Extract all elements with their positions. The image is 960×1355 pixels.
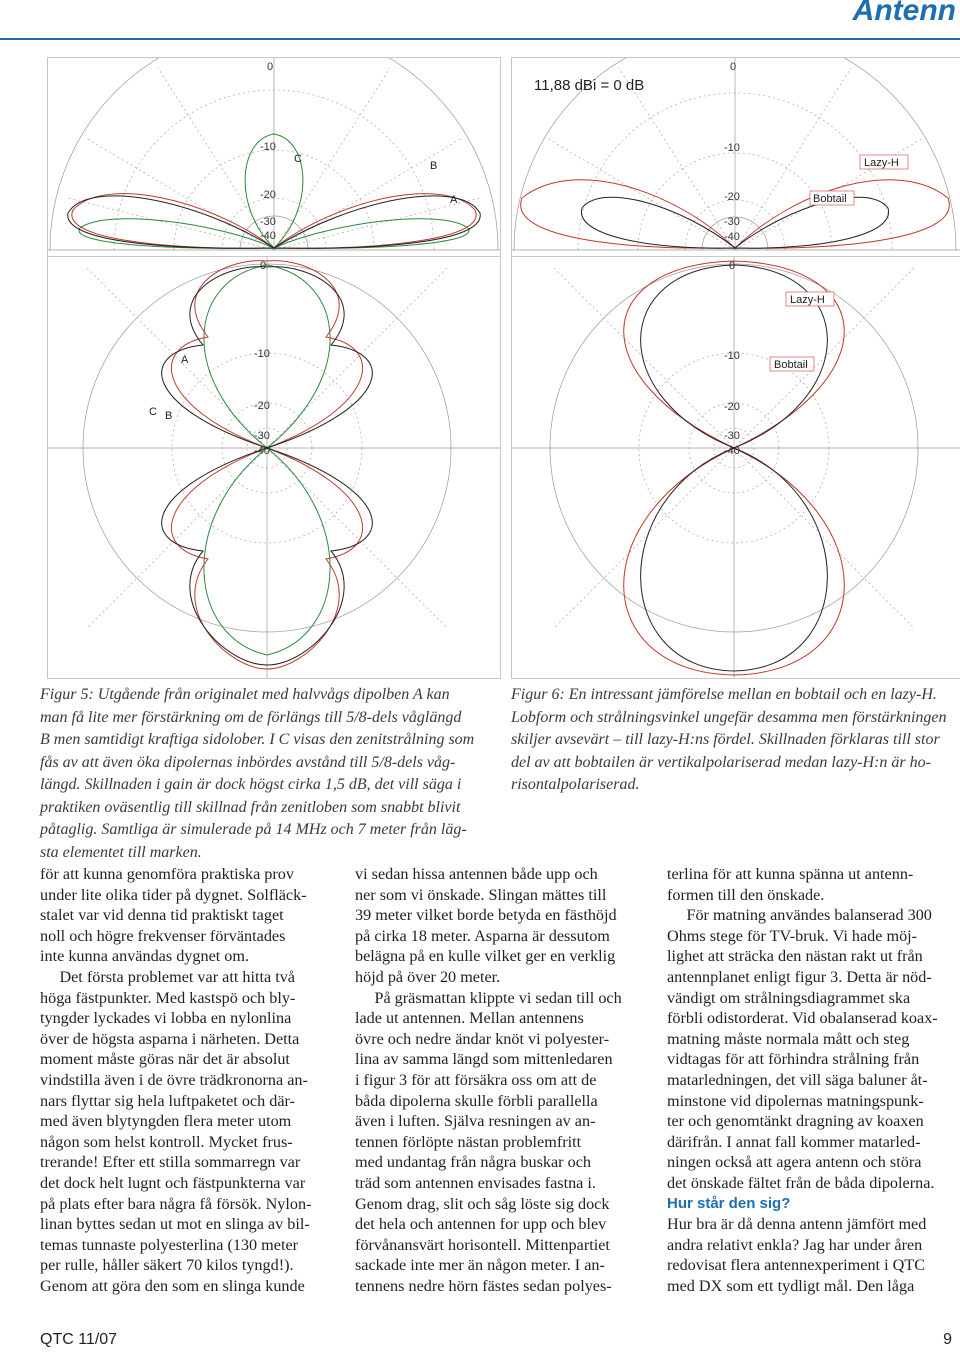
tick-minus-30: -30 bbox=[254, 430, 270, 442]
tick-minus-20: -20 bbox=[260, 189, 276, 201]
text-line: moment måste göras när det är absolut bbox=[40, 1050, 290, 1069]
text-line: på plats efter bara några få försök. Nylon- bbox=[40, 1194, 312, 1213]
text-line: sackade inte mer än någon meter. I an- bbox=[355, 1256, 605, 1275]
tick-minus-40: -40 bbox=[260, 230, 276, 242]
tick-0: 0 bbox=[260, 260, 267, 272]
tick-minus-10: -10 bbox=[724, 350, 740, 362]
label-c: C bbox=[294, 153, 302, 165]
tick-minus-30: -30 bbox=[260, 216, 276, 228]
page-number: 9 bbox=[943, 1331, 952, 1348]
caption-line: skiljer avsevärt – till lazy-H:ns fördel. Skillnaden förklaras till stor bbox=[511, 731, 940, 748]
text-line: För matning användes balanserad 300 bbox=[686, 906, 932, 925]
text-line: höga fästpunkter. Med kastspö och bly- bbox=[40, 988, 296, 1007]
text-line: belägna på en kulle vilket ger en verklig bbox=[355, 947, 616, 966]
fig6-elevation-plot bbox=[511, 57, 960, 259]
label-bobtail: Bobtail bbox=[774, 359, 808, 371]
label-a: A bbox=[450, 194, 458, 206]
tick-0: 0 bbox=[729, 260, 736, 272]
text-line: 39 meter vilket borde betyda en fästhöjd bbox=[355, 906, 617, 925]
caption-line: fås av att även öka dipolernas inbördes avstånd till 5/8-dels våg- bbox=[40, 753, 456, 771]
text-line: i figur 3 för att försäkra oss om att de bbox=[355, 1070, 597, 1089]
figure6-caption bbox=[511, 684, 956, 797]
text-line: även i luften. Själva resningen av an- bbox=[355, 1112, 596, 1131]
label-lazy-h: Lazy-H bbox=[864, 157, 899, 169]
text-line: trerande! Efter ett stilla sommarregn var bbox=[40, 1153, 301, 1172]
text-line: ningen också att agera antenn och störa bbox=[667, 1153, 922, 1172]
text-line: Hur bra är då denna antenn jämfört med bbox=[667, 1215, 927, 1234]
text-line: förbli odistorderat. Vid obalanserad koax- bbox=[667, 1009, 938, 1028]
article-column-2 bbox=[355, 864, 640, 1296]
text-line: stalet var vid denna tid praktiskt taget bbox=[40, 906, 284, 925]
tick-minus-30: -30 bbox=[724, 216, 740, 228]
label-a: A bbox=[181, 354, 189, 366]
text-line: per rulle, håller säkert 70 kilos tyngd!). bbox=[40, 1256, 294, 1275]
text-line: inte kunna användas dygnet om. bbox=[40, 947, 250, 966]
caption-line: påtaglig. Samtliga är simulerade på 14 MHz och 7 meter från läg- bbox=[40, 821, 467, 838]
tick-minus-20: -20 bbox=[254, 400, 270, 412]
text-line: det dock helt lugnt och fästpunkterna var bbox=[40, 1173, 306, 1192]
text-line: lighet att sträcka den nästan rakt ut från bbox=[667, 947, 923, 966]
text-line: temas tunnaste polyesterlina (130 meter bbox=[40, 1235, 299, 1254]
text-line: redovisat flera antennexperiment i QTC bbox=[667, 1256, 926, 1275]
tick-0: 0 bbox=[730, 61, 737, 73]
text-line: linan byttes sedan ut mot en slinga av bil- bbox=[40, 1215, 310, 1234]
text-line: det önskade fältet från de båda dipolerna. bbox=[667, 1173, 935, 1192]
text-line: minstone vid dipolernas matningspunk- bbox=[667, 1091, 924, 1110]
text-line: för att kunna genomföra praktiska prov bbox=[40, 865, 294, 883]
caption-line: B men samtidigt kraftiga sidolober. I C visas den zenitstrålning som bbox=[40, 731, 475, 748]
text-line: nars flyttar sig hela luftpaketet och där- bbox=[40, 1091, 295, 1110]
label-b: B bbox=[165, 410, 173, 422]
article-column-3 bbox=[667, 864, 957, 1296]
text-line: höjd på över 20 meter. bbox=[355, 967, 501, 986]
gain-reference: 11,88 dBi = 0 dB bbox=[534, 77, 645, 94]
tick-minus-10: -10 bbox=[724, 142, 740, 154]
label-c: C bbox=[149, 406, 157, 418]
tick-minus-40: -40 bbox=[724, 231, 740, 243]
tick-minus-10: -10 bbox=[254, 348, 270, 360]
text-line: med undantag från några buskar och bbox=[355, 1153, 591, 1172]
text-line: lade ut antennen. Mellan antennens bbox=[355, 1009, 584, 1028]
article-column-1 bbox=[40, 864, 332, 1296]
caption-line: risontalpolariserad. bbox=[511, 776, 640, 793]
text-line: vändigt om strålningsdiagrammet ska bbox=[667, 988, 911, 1007]
label-b: B bbox=[430, 160, 438, 172]
text-line: Genom drag, slit och såg löste sig dock bbox=[355, 1194, 610, 1213]
text-line: vindstilla även i de övre trädkronorna an- bbox=[40, 1070, 308, 1089]
text-line: terlina för att kunna spänna ut antenn- bbox=[667, 865, 914, 883]
text-line: Genom att göra den som en slinga kunde bbox=[40, 1276, 305, 1295]
text-line: över de högsta asparna i närheten. Detta bbox=[40, 1029, 300, 1048]
tick-minus-30: -30 bbox=[724, 430, 740, 442]
text-line: tyngder lyckades vi lobba en nylonlina bbox=[40, 1009, 292, 1028]
footer-issue: QTC 11/07 bbox=[40, 1331, 118, 1348]
text-line: andra relativt enkla? Jag har under åren bbox=[667, 1235, 923, 1254]
text-line: Ohms stege för TV-bruk. Vi hade möj- bbox=[667, 926, 918, 945]
text-line: tennen förlöpte nästan problemfritt bbox=[355, 1132, 582, 1151]
text-line: matarledningen, det vill säga baluner åt- bbox=[667, 1070, 928, 1089]
text-line: på cirka 18 meter. Asparna är dessutom bbox=[355, 926, 610, 945]
fig6-azimuth-plot bbox=[511, 256, 960, 679]
text-line: tennens nedre hörn fästes sedan polyes- bbox=[355, 1276, 612, 1295]
text-line: ner som vi önskade. Slingan mättes till bbox=[355, 885, 607, 904]
text-line: På gräsmattan klippte vi sedan till och bbox=[374, 988, 622, 1007]
label-lazy-h: Lazy-H bbox=[790, 294, 825, 306]
text-line: båda dipolerna skulle förbli parallella bbox=[355, 1091, 598, 1110]
tick-minus-20: -20 bbox=[724, 191, 740, 203]
caption-line: del av att bobtailen är vertikalpolariserad medan lazy-H:n är ho- bbox=[511, 753, 931, 771]
text-line: med även blytyngden flera meter utom bbox=[40, 1112, 292, 1131]
caption-line: Figur 6: En intressant jämförelse mellan en bobtail och en lazy-H. bbox=[511, 686, 937, 703]
caption-line: längd. Skillnaden i gain är dock högst cirka 1,5 dB, det vill säga i bbox=[40, 776, 462, 793]
polar-grid bbox=[48, 257, 500, 678]
tick-0: 0 bbox=[267, 61, 274, 73]
text-line: formen till den önskade. bbox=[667, 885, 825, 904]
text-line: under lite olika tider på dygnet. Solfläck- bbox=[40, 885, 307, 904]
text-line: antennplanet enligt figur 3. Detta är nöd- bbox=[667, 967, 932, 986]
tick-minus-10: -10 bbox=[260, 141, 276, 153]
caption-line: Lobform och strålningsvinkel ungefär desamma men förstärkningen bbox=[511, 708, 947, 726]
text-line: det hela och antennen for upp och blev bbox=[355, 1215, 607, 1234]
tick-minus-20: -20 bbox=[724, 401, 740, 413]
label-bobtail: Bobtail bbox=[813, 193, 847, 205]
text-line: noll och högre frekvenser förväntades bbox=[40, 926, 286, 945]
text-line: vidtagas för att förhindra strålning från bbox=[667, 1050, 920, 1069]
figure5-caption bbox=[40, 684, 492, 864]
header-rule bbox=[0, 38, 960, 40]
text-line: ter och genomtänkt dragning av koaxen bbox=[667, 1112, 924, 1131]
header-title: Antenn bbox=[852, 0, 956, 27]
text-line: övre och nedre ändar knöt vi polyester- bbox=[355, 1029, 610, 1048]
tick-minus-40: -40 bbox=[254, 445, 270, 457]
fig5-azimuth-plot bbox=[47, 256, 501, 679]
text-line: förvånansvärt horisontell. Mittenpartiet bbox=[355, 1235, 610, 1254]
text-line: med DX som ett tydligt mål. Den låga bbox=[667, 1276, 915, 1295]
caption-line: man få lite mer förstärkning om de förlängs till 5/8-dels våglängd bbox=[40, 708, 462, 726]
text-line: matning måste normala mått och steg bbox=[667, 1029, 910, 1048]
text-line: lina av samma längd som mittenledaren bbox=[355, 1050, 613, 1069]
tick-minus-40: -40 bbox=[724, 445, 740, 457]
section-heading: Hur står den sig? bbox=[667, 1194, 791, 1212]
text-line: träd som antennen envisades fastna i. bbox=[355, 1173, 596, 1192]
caption-line: sta elementet till marken. bbox=[40, 843, 202, 861]
polar-grid bbox=[512, 257, 960, 678]
text-line: vi sedan hissa antennen både upp och bbox=[355, 865, 598, 883]
caption-line: praktiken oväsentlig till skillnad från zenitloben som snabbt blivit bbox=[40, 798, 461, 816]
text-line: därifrån. I annat fall kommer matarled- bbox=[667, 1132, 921, 1151]
caption-line: Figur 5: Utgående från originalet med halvvågs dipolben A kan bbox=[40, 686, 450, 703]
text-line: någon som helst kontroll. Mycket frus- bbox=[40, 1132, 293, 1151]
text-line: Det första problemet var att hitta två bbox=[59, 967, 295, 986]
fig5-elevation-plot bbox=[47, 57, 501, 259]
